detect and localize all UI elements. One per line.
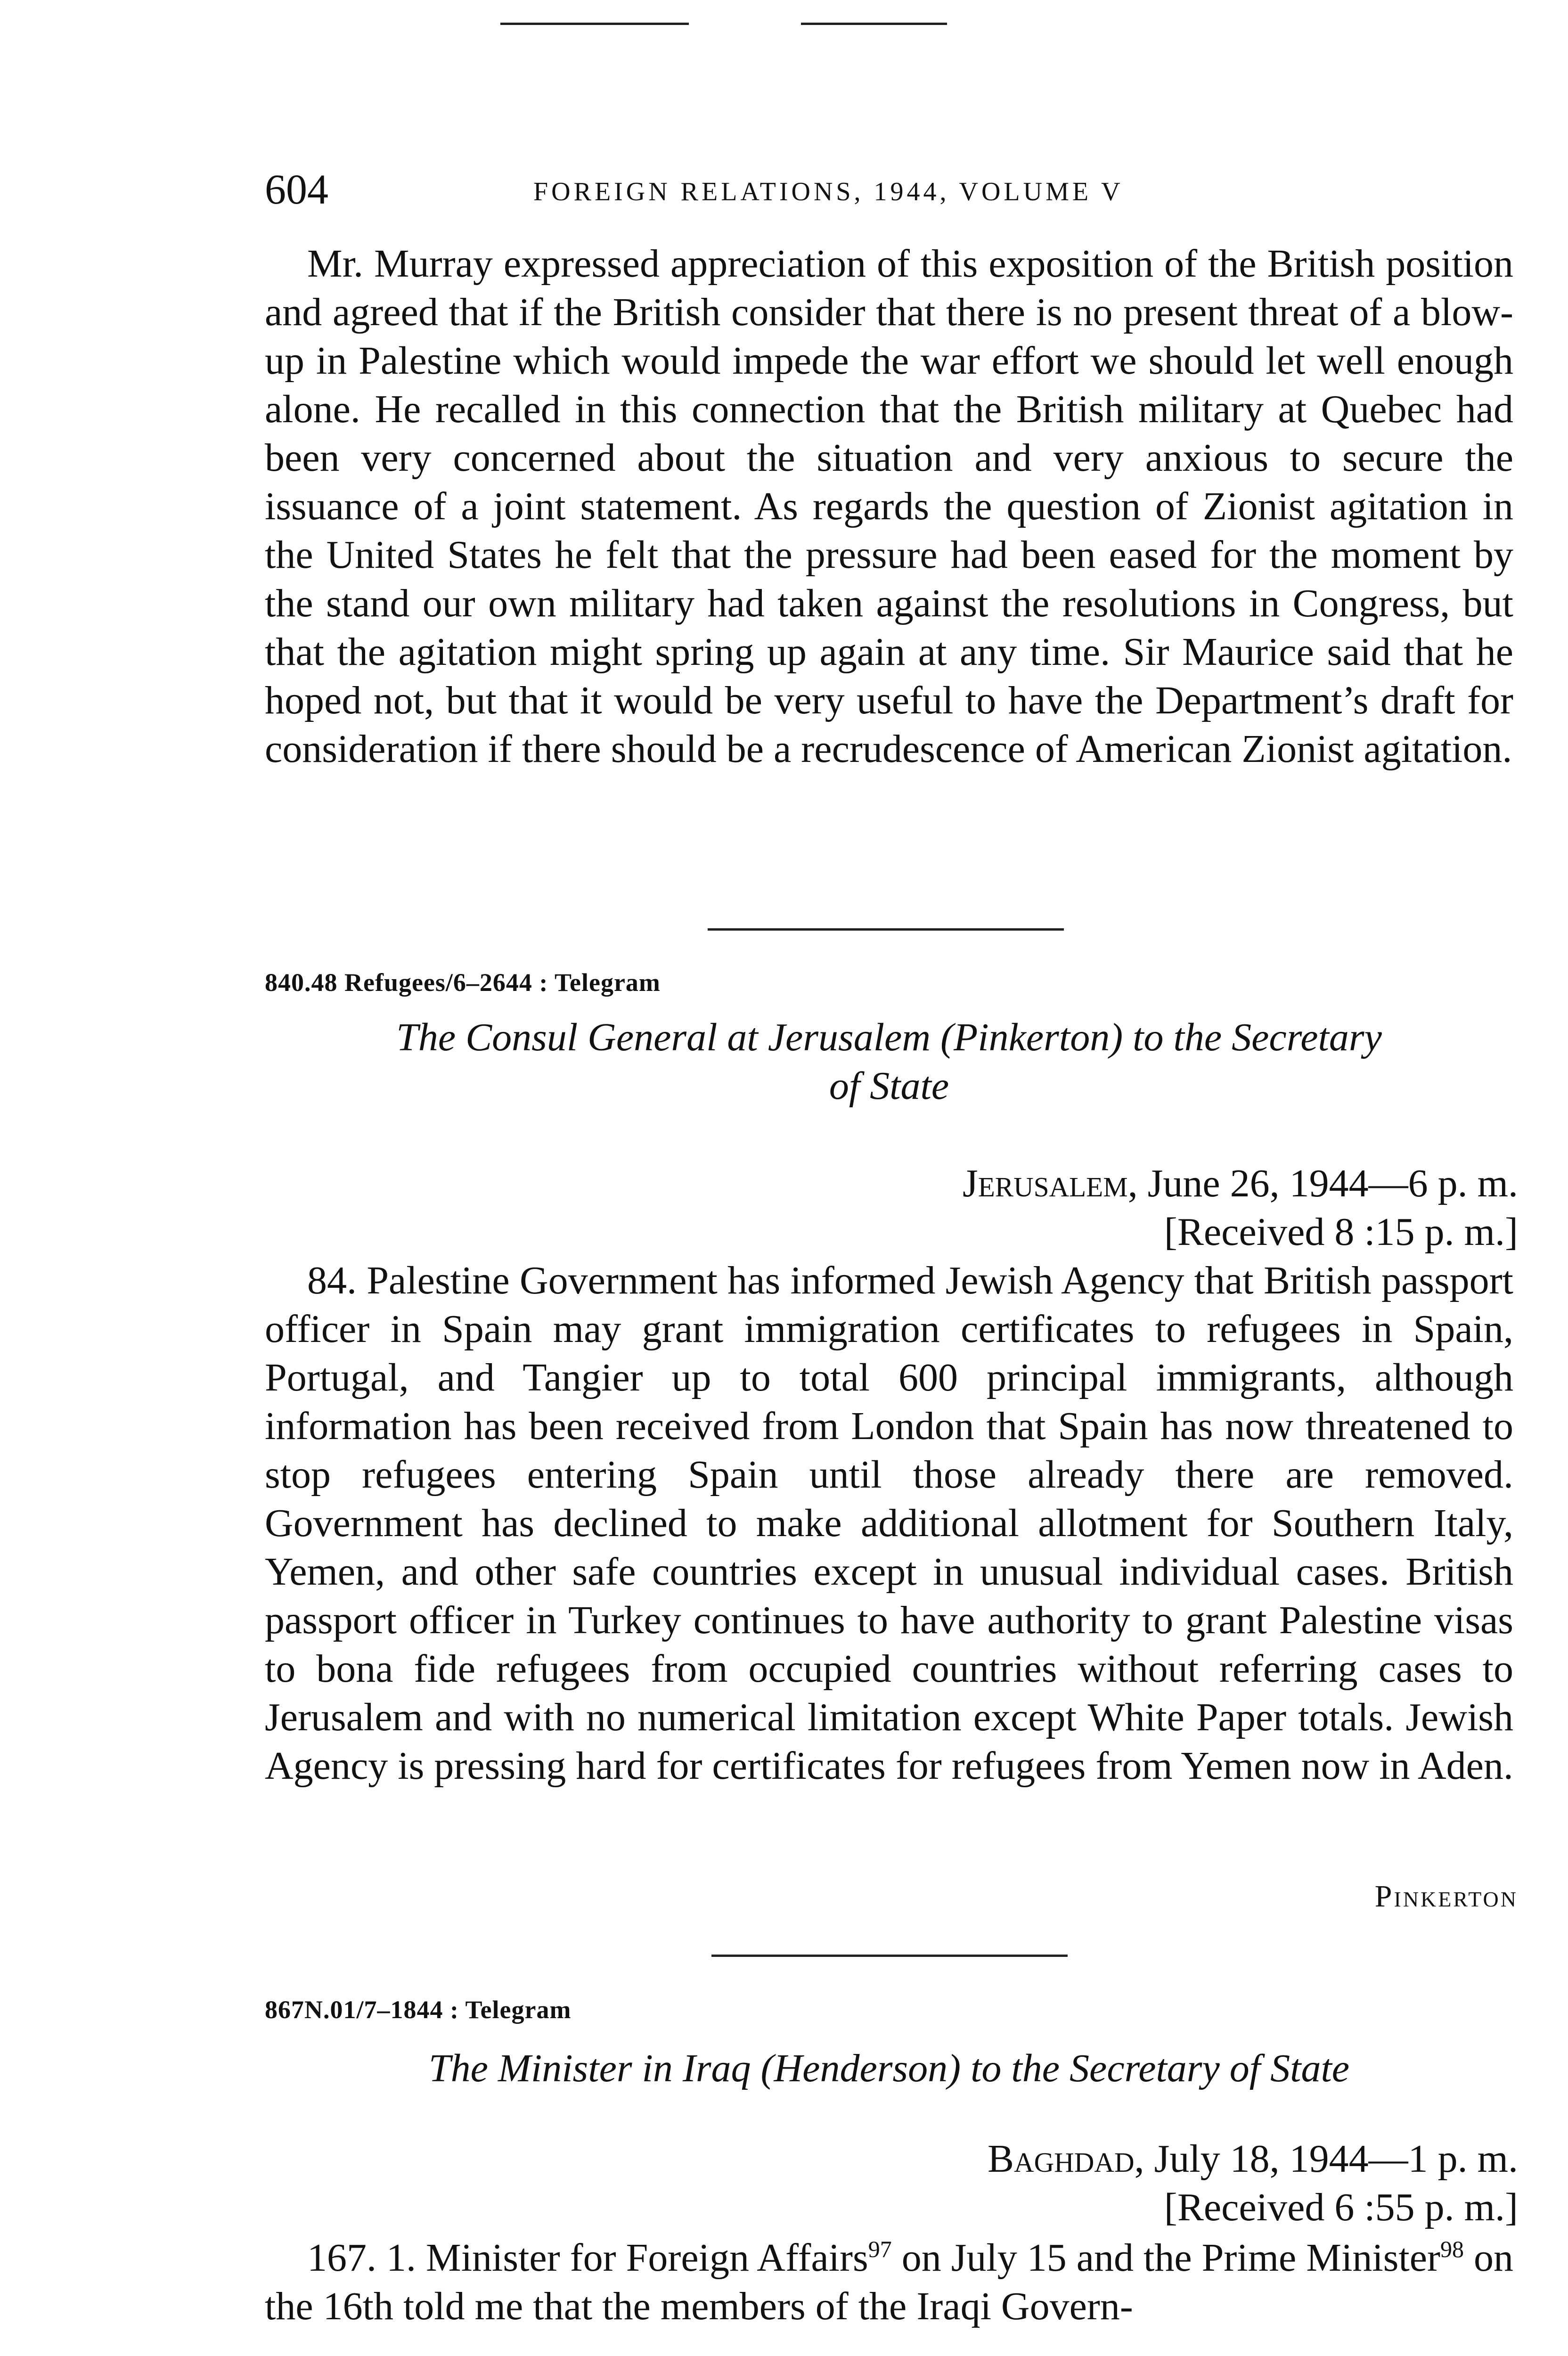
page-number: 604: [265, 166, 328, 213]
received-line: [Received 8 :15 p. m.]: [1164, 1210, 1518, 1254]
dateline-date: , July 18, 1944—1 p. m.: [1134, 2137, 1518, 2181]
running-title: FOREIGN RELATIONS, 1944, VOLUME V: [533, 177, 1124, 206]
dateline-place: Baghdad: [987, 2137, 1135, 2181]
document-heading: [265, 1013, 1513, 1110]
paragraph-murray: Mr. Murray expressed appreciation of this exposition of the British position and agreed that if the British consider that there is no present threat of a blow-up in Palestine which would impede the war effort we should let well enough alone. He recalled in this connection that the British military at Quebec had been very concerned about the situation and very anxious to secure the issuance of a joint statement. As regards the question of Zionist agitation in the United States he felt that the pressure had been eased for the moment by the stand our own military had taken against the resolutions in Congress, but that the agitation might spring up again at any time. Sir Maurice said that he hoped not, but that it would be very useful to have the Department’s draft for consideration if there should be a recrudescence of American Zionist agitation.: [265, 242, 1513, 771]
signature: Pinkerton: [1374, 1879, 1518, 1914]
section-divider: [711, 1955, 1068, 1957]
received-line: [Received 6 :55 p. m.]: [1164, 2185, 1518, 2229]
telegram-body: [265, 2233, 1513, 2331]
dateline-date: , June 26, 1944—6 p. m.: [1127, 1162, 1518, 1205]
file-reference: 867N.01/7–1844 : Telegram: [265, 1996, 572, 2024]
telegram-body: 84. Palestine Government has informed Jewish Agency that British passport officer in Spain may grant immigration certificates to refugees in Spain, Portugal, and Tangier up to total 600 principal immigrants, although information has been received from London that Spain has now threatened to stop refugees entering Spain until those already there are removed. Government has declined to make additional allotment for Southern Italy, Yemen, and other safe countries except in unusual individual cases. British passport officer in Turkey continues to have authority to grant Palestine visas to bona fide refugees from occupied countries without referring cases to Jerusalem and with no numerical limitation except White Paper totals. Jewish Agency is pressing hard for certificates for refugees from Yemen now in Aden.: [265, 1259, 1513, 1788]
body-text: 167. 1. Minister for Foreign Affairs: [307, 2236, 868, 2280]
dateline: [963, 1159, 1518, 1256]
dateline-line: [963, 1159, 1518, 1208]
footnote-ref[interactable]: 98: [1440, 2236, 1464, 2262]
running-header: [265, 164, 1518, 216]
document-heading: The Minister in Iraq (Henderson) to the Secretary of State: [428, 2046, 1350, 2090]
body-text: on the 16th told me that the members of the Iraqi Govern-: [265, 2236, 1513, 2328]
heading-line: of State: [829, 1064, 949, 1108]
dateline-place: Jerusalem: [963, 1162, 1128, 1205]
file-reference: 840.48 Refugees/6–2644 : Telegram: [265, 968, 661, 997]
section-divider: [708, 928, 1064, 931]
footnote-ref[interactable]: 97: [868, 2236, 892, 2262]
heading-line: The Consul General at Jerusalem (Pinkerton) to the Secretary: [396, 1015, 1382, 1059]
top-decorative-rule: [801, 23, 947, 25]
body-text: on July 15 and the Prime Minister: [891, 2236, 1440, 2280]
dateline: [988, 2135, 1518, 2232]
dateline-line: [988, 2135, 1518, 2183]
top-decorative-rule: [500, 23, 689, 25]
